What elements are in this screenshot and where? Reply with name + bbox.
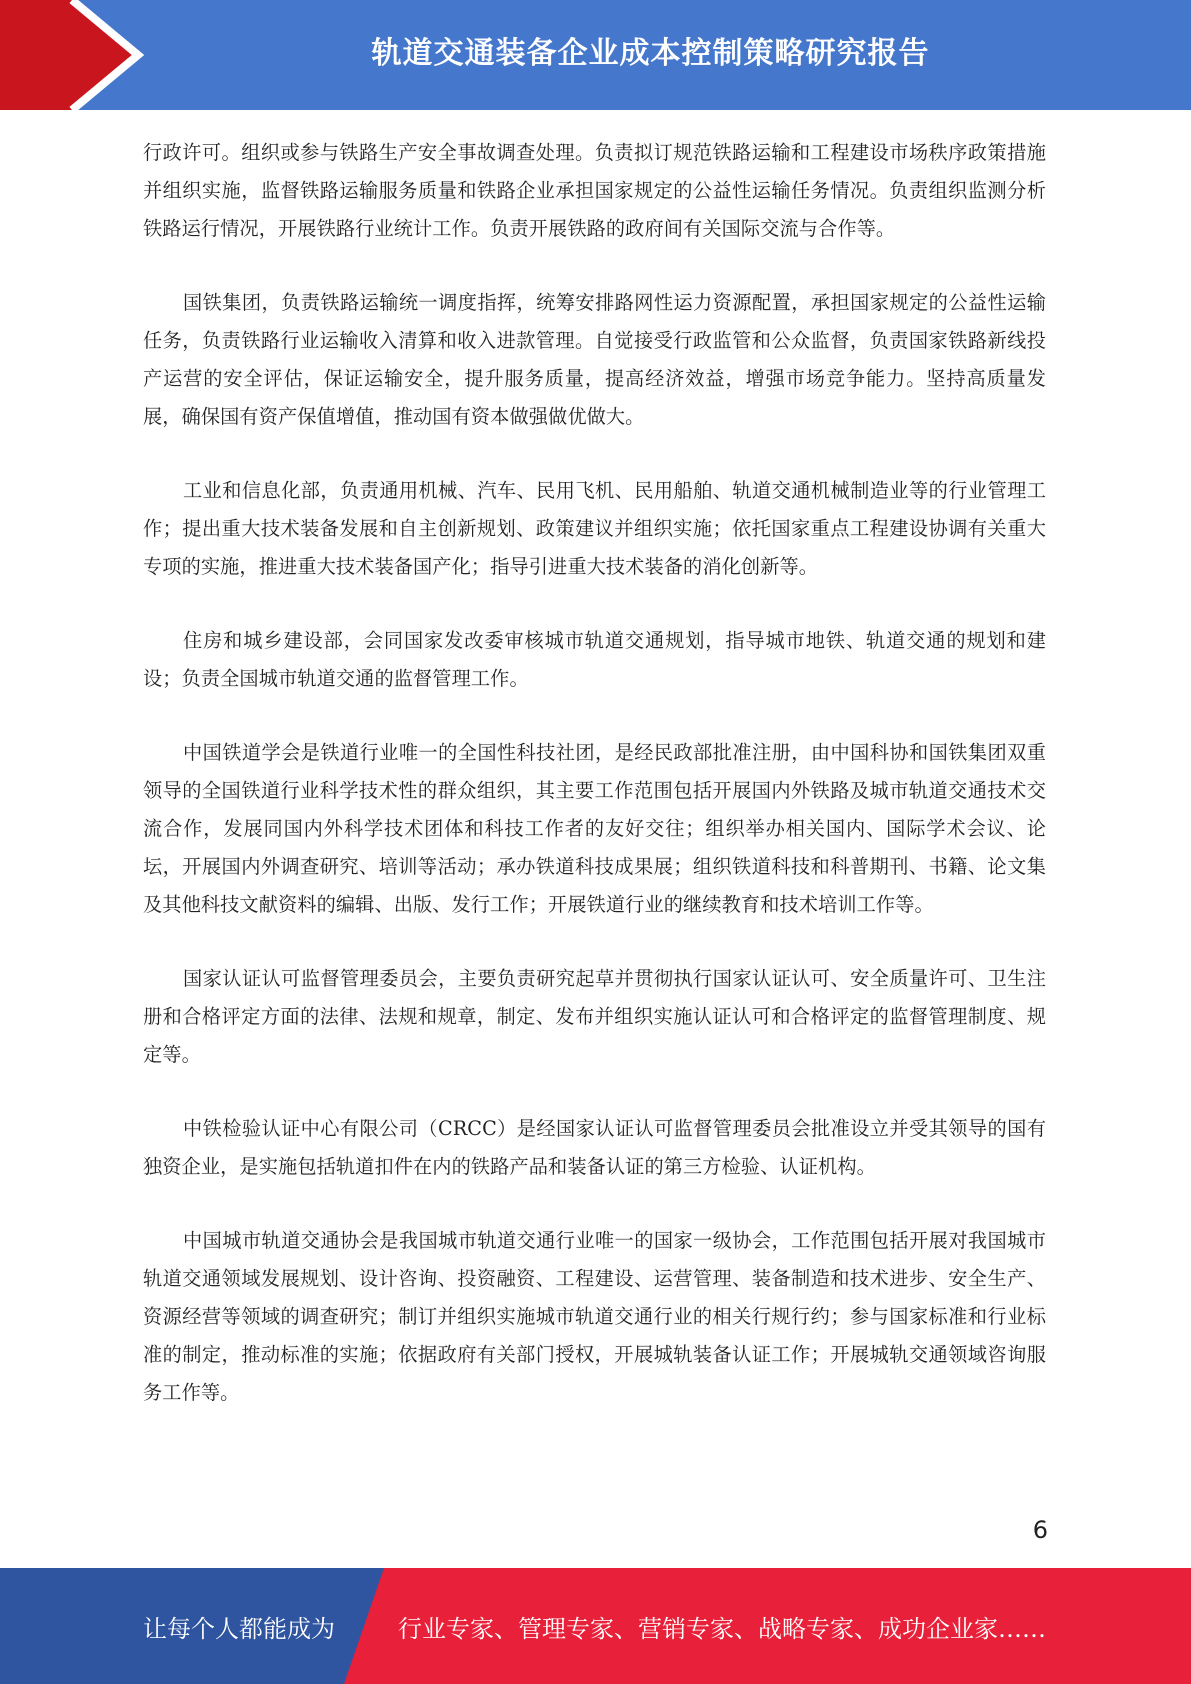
header-red-arrow [0, 0, 138, 110]
footer-slogan-left: 让每个人都能成为 [143, 1614, 335, 1643]
page-header [0, 0, 1191, 110]
page-footer [0, 1568, 1191, 1684]
paragraph-camet: 中国城市轨道交通协会是我国城市轨道交通行业唯一的国家一级协会，工作范围包括开展对我国城市轨道交通领域发展规划、设计咨询、投资融资、工程建设、运营管理、装备制造和技术进步、安全生产、资源经营等领域的调查研究；制订并组织实施城市轨道交通行业的相关行规行约；参与国家标准和行业标准的制定，推动标准的实施；依据政府有关部门授权，开展城轨装备认证工作；开展城轨交通领域咨询服务工作等。 [143, 1229, 1046, 1404]
paragraph-miit: 工业和信息化部，负责通用机械、汽车、民用飞机、民用船舶、轨道交通机械制造业等的行业管理工作；提出重大技术装备发展和自主创新规划、政策建议并组织实施；依托国家重点工程建设协调有关重大专项的实施，推进重大技术装备国产化；指导引进重大技术装备的消化创新等。 [143, 479, 1046, 578]
document-title: 轨道交通装备企业成本控制策略研究报告 [371, 36, 930, 71]
page-number: 6 [1032, 1516, 1048, 1544]
paragraph-mohurd: 住房和城乡建设部，会同国家发改委审核城市轨道交通规划，指导城市地铁、轨道交通的规划和建设；负责全国城市轨道交通的监督管理工作。 [143, 629, 1046, 690]
footer-slogan-right: 行业专家、管理专家、营销专家、战略专家、成功企业家…… [398, 1614, 1046, 1643]
paragraph-national-railway-group: 国铁集团，负责铁路运输统一调度指挥，统筹安排路网性运力资源配置，承担国家规定的公益性运输任务，负责铁路行业运输收入清算和收入进款管理。自觉接受行政监管和公众监督，负责国家铁路新线投产运营的安全评估，保证运输安全，提升服务质量，提高经济效益，增强市场竞争能力。坚持高质量发展，确保国有资产保值增值，推动国有资本做强做优做大。 [143, 291, 1046, 428]
paragraph-railway-society: 中国铁道学会是铁道行业唯一的全国性科技社团，是经民政部批准注册，由中国科协和国铁集团双重领导的全国铁道行业科学技术性的群众组织，其主要工作范围包括开展国内外铁路及城市轨道交通技术交流合作，发展同国内外科学技术团体和科技工作者的友好交往；组织举办相关国内、国际学术会议、论坛，开展国内外调查研究、培训等活动；承办铁道科技成果展；组织铁道科技和科普期刊、书籍、论文集及其他科技文献资料的编辑、出版、发行工作；开展铁道行业的继续教育和技术培训工作等。 [143, 741, 1046, 916]
paragraph-continued: 行政许可。组织或参与铁路生产安全事故调查处理。负责拟订规范铁路运输和工程建设市场秩序政策措施并组织实施，监督铁路运输服务质量和铁路企业承担国家规定的公益性运输任务情况。负责组织监测分析铁路运行情况，开展铁路行业统计工作。负责开展铁路的政府间有关国际交流与合作等。 [143, 141, 1046, 240]
paragraph-crcc: 中铁检验认证中心有限公司（CRCC）是经国家认证认可监督管理委员会批准设立并受其领导的国有独资企业，是实施包括轨道扣件在内的铁路产品和装备认证的第三方检验、认证机构。 [143, 1117, 1046, 1178]
paragraph-cnca: 国家认证认可监督管理委员会，主要负责研究起草并贯彻执行国家认证认可、安全质量许可、卫生注册和合格评定方面的法律、法规和规章，制定、发布并组织实施认证认可和合格评定的监督管理制度、规定等。 [143, 967, 1046, 1066]
body-content [143, 134, 1046, 1448]
